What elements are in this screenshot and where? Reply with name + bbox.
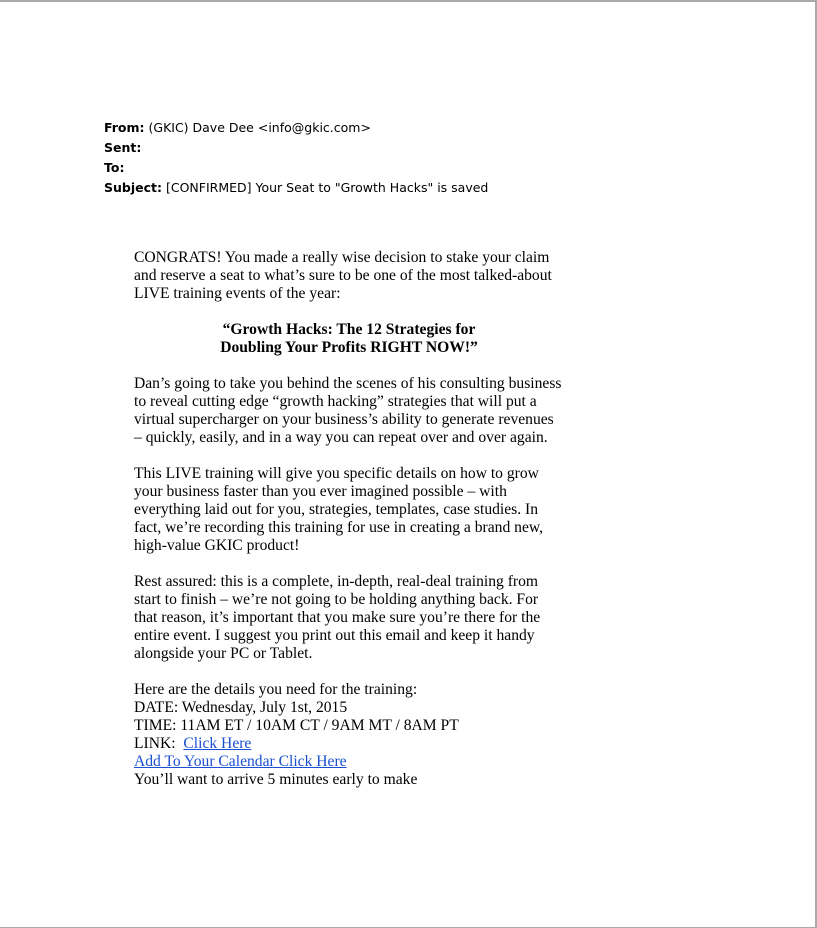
email-header (104, 118, 488, 198)
time-line: TIME: 11AM ET / 10AM CT / 9AM MT / 8AM PT (134, 717, 459, 734)
link-label: LINK: (134, 735, 184, 752)
from-row (104, 118, 488, 138)
headline-line-2: Doubling Your Profits RIGHT NOW!” (220, 339, 478, 356)
strategy-paragraph: Dan’s going to take you behind the scenes of his consulting business to reveal cutting edge “growth hacking” strategies that will put a virtual supercharger on your business’s ability to generate revenues – quickly, easily, and in a way you can repeat over and over again. (134, 375, 562, 446)
click-here-link[interactable]: Click Here (183, 735, 252, 752)
event-details (134, 681, 564, 789)
from-label: From: (104, 120, 145, 135)
headline-line-1: “Growth Hacks: The 12 Strategies for (222, 321, 476, 338)
link-line (134, 735, 564, 753)
event-headline (134, 321, 564, 357)
email-body (134, 249, 564, 789)
sent-label: Sent: (104, 140, 142, 155)
closing-line: You’ll want to arrive 5 minutes early to make (134, 771, 418, 788)
subject-value: [CONFIRMED] Your Seat to "Growth Hacks" is saved (165, 180, 489, 195)
details-intro: Here are the details you need for the training: (134, 681, 418, 698)
sent-row (104, 138, 488, 158)
training-paragraph: This LIVE training will give you specific details on how to grow your business faster than you ever imagined possible – with everything laid out for you, strategies, templates, case studies. In fact, we’re recording this training for use in creating a brand new, high-value GKIC product! (134, 465, 544, 554)
add-to-calendar-link[interactable]: Add To Your Calendar Click Here (134, 753, 347, 770)
calendar-line (134, 753, 564, 771)
to-label: To: (104, 160, 125, 175)
date-line: DATE: Wednesday, July 1st, 2015 (134, 699, 348, 716)
from-value: (GKIC) Dave Dee <info@gkic.com> (148, 120, 371, 135)
intro-paragraph: CONGRATS! You made a really wise decision to stake your claim and reserve a seat to what’s sure to be one of the most talked-about LIVE training events of the year: (134, 249, 552, 302)
to-row (104, 158, 488, 178)
subject-row (104, 178, 488, 198)
subject-label: Subject: (104, 180, 162, 195)
assurance-paragraph: Rest assured: this is a complete, in-depth, real-deal training from start to finish – we’re not going to be holding anything back. For that reason, it’s important that you make sure you’re there for the entire event. I suggest you print out this email and keep it handy alongside your PC or Tablet. (134, 573, 541, 662)
